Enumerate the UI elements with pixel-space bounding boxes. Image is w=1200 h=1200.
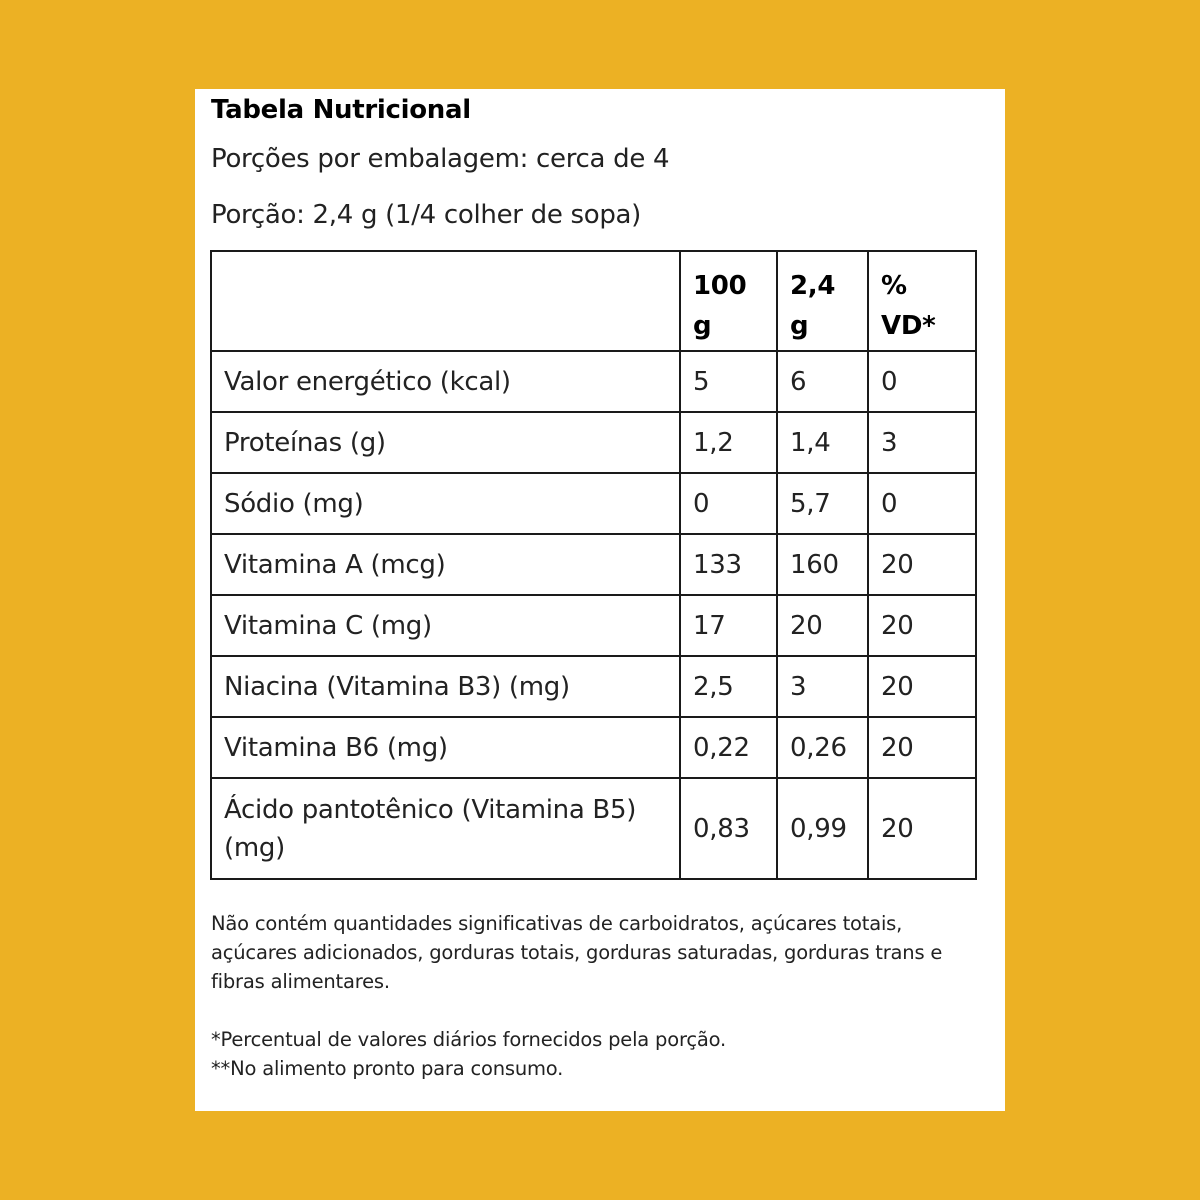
nutrient-name: Proteínas (g)	[211, 412, 680, 473]
value-per-portion: 0,26	[777, 717, 868, 778]
table-row	[211, 351, 976, 412]
daily-value-footnote: *Percentual de valores diários fornecidos pela porção.	[211, 1028, 726, 1051]
nutrient-name: Vitamina A (mcg)	[211, 534, 680, 595]
header-nutrient	[211, 251, 680, 351]
footnotes	[211, 909, 971, 1083]
value-daily-percent: 0	[868, 351, 976, 412]
table-row	[211, 595, 976, 656]
not-significant-note: Não contém quantidades significativas de carboidratos, açúcares totais, açúcares adicionados, gorduras totais, gorduras saturadas, gorduras trans e fibras alimentares.	[211, 912, 943, 993]
value-per-portion: 160	[777, 534, 868, 595]
value-per-portion: 20	[777, 595, 868, 656]
nutrition-card	[195, 89, 1005, 1111]
value-per-portion: 0,99	[777, 778, 868, 879]
value-per-portion: 6	[777, 351, 868, 412]
value-per-portion: 1,4	[777, 412, 868, 473]
header-daily-value: % VD*	[868, 251, 976, 351]
value-daily-percent: 20	[868, 656, 976, 717]
value-daily-percent: 20	[868, 595, 976, 656]
value-per-portion: 3	[777, 656, 868, 717]
value-daily-percent: 20	[868, 778, 976, 879]
value-per-100g: 133	[680, 534, 777, 595]
servings-per-package: Porções por embalagem: cerca de 4	[211, 144, 670, 174]
table-row	[211, 717, 976, 778]
value-per-100g: 0,83	[680, 778, 777, 879]
nutrient-name: Valor energético (kcal)	[211, 351, 680, 412]
table-row	[211, 412, 976, 473]
value-daily-percent: 20	[868, 717, 976, 778]
value-per-100g: 17	[680, 595, 777, 656]
portion-size: Porção: 2,4 g (1/4 colher de sopa)	[211, 200, 642, 230]
value-daily-percent: 0	[868, 473, 976, 534]
value-per-100g: 0,22	[680, 717, 777, 778]
ready-to-eat-footnote: **No alimento pronto para consumo.	[211, 1057, 564, 1080]
nutrient-name: Vitamina B6 (mg)	[211, 717, 680, 778]
table-header-row	[211, 251, 976, 351]
header-per-portion: 2,4 g	[777, 251, 868, 351]
nutrient-name: Sódio (mg)	[211, 473, 680, 534]
nutrient-name: Niacina (Vitamina B3) (mg)	[211, 656, 680, 717]
nutrition-title: Tabela Nutricional	[211, 95, 471, 125]
value-daily-percent: 20	[868, 534, 976, 595]
table-row	[211, 534, 976, 595]
table-row	[211, 778, 976, 879]
value-per-100g: 2,5	[680, 656, 777, 717]
value-per-100g: 5	[680, 351, 777, 412]
value-per-100g: 0	[680, 473, 777, 534]
nutrition-table	[210, 250, 977, 880]
table-row	[211, 473, 976, 534]
value-daily-percent: 3	[868, 412, 976, 473]
nutrient-name: Ácido pantotênico (Vitamina B5) (mg)	[211, 778, 680, 879]
nutrient-name: Vitamina C (mg)	[211, 595, 680, 656]
table-row	[211, 656, 976, 717]
header-per-100g: 100 g	[680, 251, 777, 351]
value-per-portion: 5,7	[777, 473, 868, 534]
value-per-100g: 1,2	[680, 412, 777, 473]
